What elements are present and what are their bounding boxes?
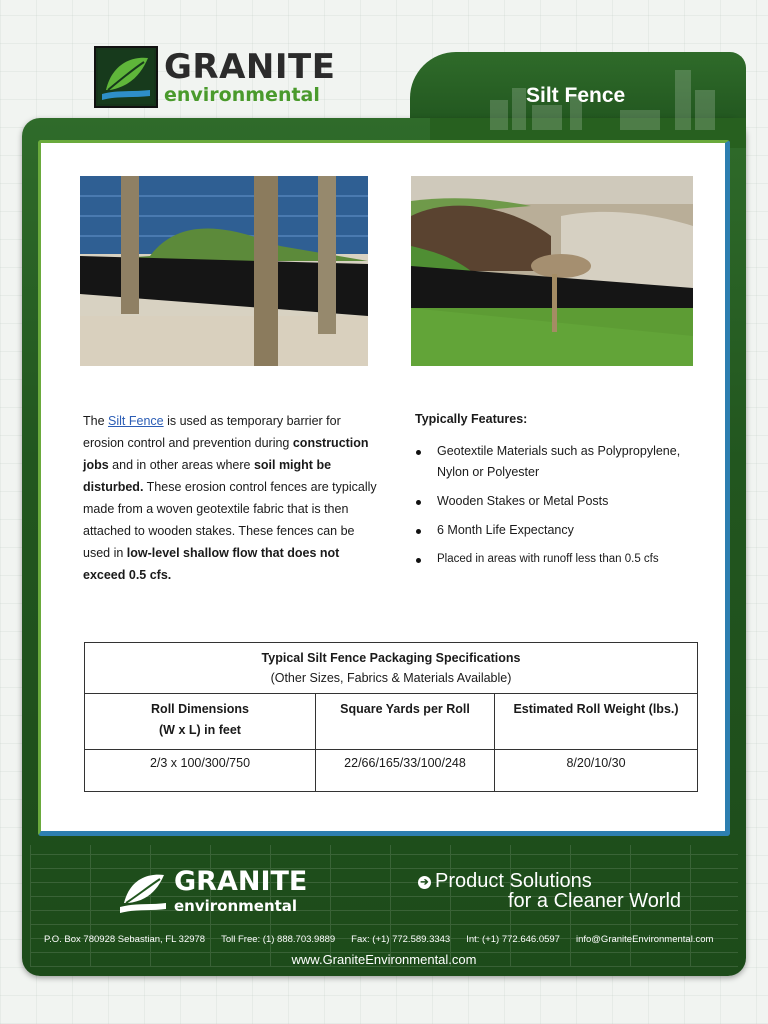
leaf-logo-icon (118, 869, 168, 915)
contact-address: P.O. Box 780928 Sebastian, FL 32978 (44, 934, 206, 945)
feature-item: Geotextile Materials such as Polypropylene, Nylon or Polyester (415, 441, 705, 483)
header-roll-weight: Estimated Roll Weight (lbs.) (495, 694, 698, 750)
contact-fax: Fax: (+1) 772.589.3343 (351, 934, 451, 945)
table-cell: 8/20/10/30 (495, 750, 698, 792)
feature-item: Wooden Stakes or Metal Posts (415, 491, 705, 512)
silt-fence-lakeside-photo (80, 176, 368, 366)
feature-item: Placed in areas with runoff less than 0.5 cfs (415, 549, 705, 570)
website-link[interactable]: www.GraniteEnvironmental.com (291, 952, 477, 967)
contact-email[interactable]: info@GraniteEnvironmental.com (575, 934, 714, 945)
desc-text: and in other areas where (108, 458, 254, 472)
desc-bold: soil might be disturbed. (83, 458, 332, 494)
page-title: Silt Fence (526, 84, 626, 107)
table-cell: 2/3 x 100/300/750 (85, 750, 316, 792)
slogan (418, 871, 681, 911)
footer-brand-sub: environmental (174, 897, 298, 915)
contact-intl: Int: (+1) 772.646.0597 (466, 934, 560, 945)
silt-fence-link[interactable]: Silt Fence (108, 414, 164, 428)
slogan-line-1: Product Solutions (435, 870, 592, 892)
silt-fence-construction-photo (411, 176, 693, 366)
features-title: Typically Features: (415, 412, 528, 426)
desc-text: is used as temporary barrier for erosion control and prevention during (83, 414, 341, 450)
brand-sub: environmental (164, 83, 320, 106)
leaf-logo-icon (94, 46, 158, 108)
contact-tollfree: Toll Free: (1) 888.703.9889 (221, 934, 336, 945)
desc-text: These erosion control fences are typically made from a woven geotextile fabric that is then attached to wooden stakes. These fences can be used in (83, 480, 377, 560)
header-roll-dimensions (85, 694, 316, 750)
slogan-line-2: for a Cleaner World (508, 890, 682, 912)
footer-logo (118, 868, 307, 915)
header-square-yards: Square Yards per Roll (316, 694, 495, 750)
table-row (85, 750, 698, 792)
table-caption-title: Typical Silt Fence Packaging Specifications (261, 651, 521, 665)
brand-name: GRANITE (164, 46, 336, 87)
desc-bold: low-level shallow flow that does not exceed 0.5 cfs. (83, 546, 340, 582)
brand-logo (94, 46, 335, 108)
footer-brand-name: GRANITE (174, 866, 308, 897)
desc-bold: construction jobs (83, 436, 369, 472)
header-label: Roll Dimensions (151, 702, 249, 716)
desc-text: The (83, 414, 109, 428)
product-description (83, 410, 383, 586)
arrow-right-icon: ➔ (418, 876, 431, 889)
table-caption-sub: (Other Sizes, Fabrics & Materials Available) (270, 671, 512, 685)
feature-item: 6 Month Life Expectancy (415, 520, 705, 541)
contact-info (44, 934, 744, 945)
packaging-spec-table (84, 642, 698, 792)
header-label: (W x L) in feet (159, 723, 241, 737)
table-cell: 22/66/165/33/100/248 (316, 750, 495, 792)
table-caption (85, 643, 698, 694)
features-list (415, 441, 705, 578)
